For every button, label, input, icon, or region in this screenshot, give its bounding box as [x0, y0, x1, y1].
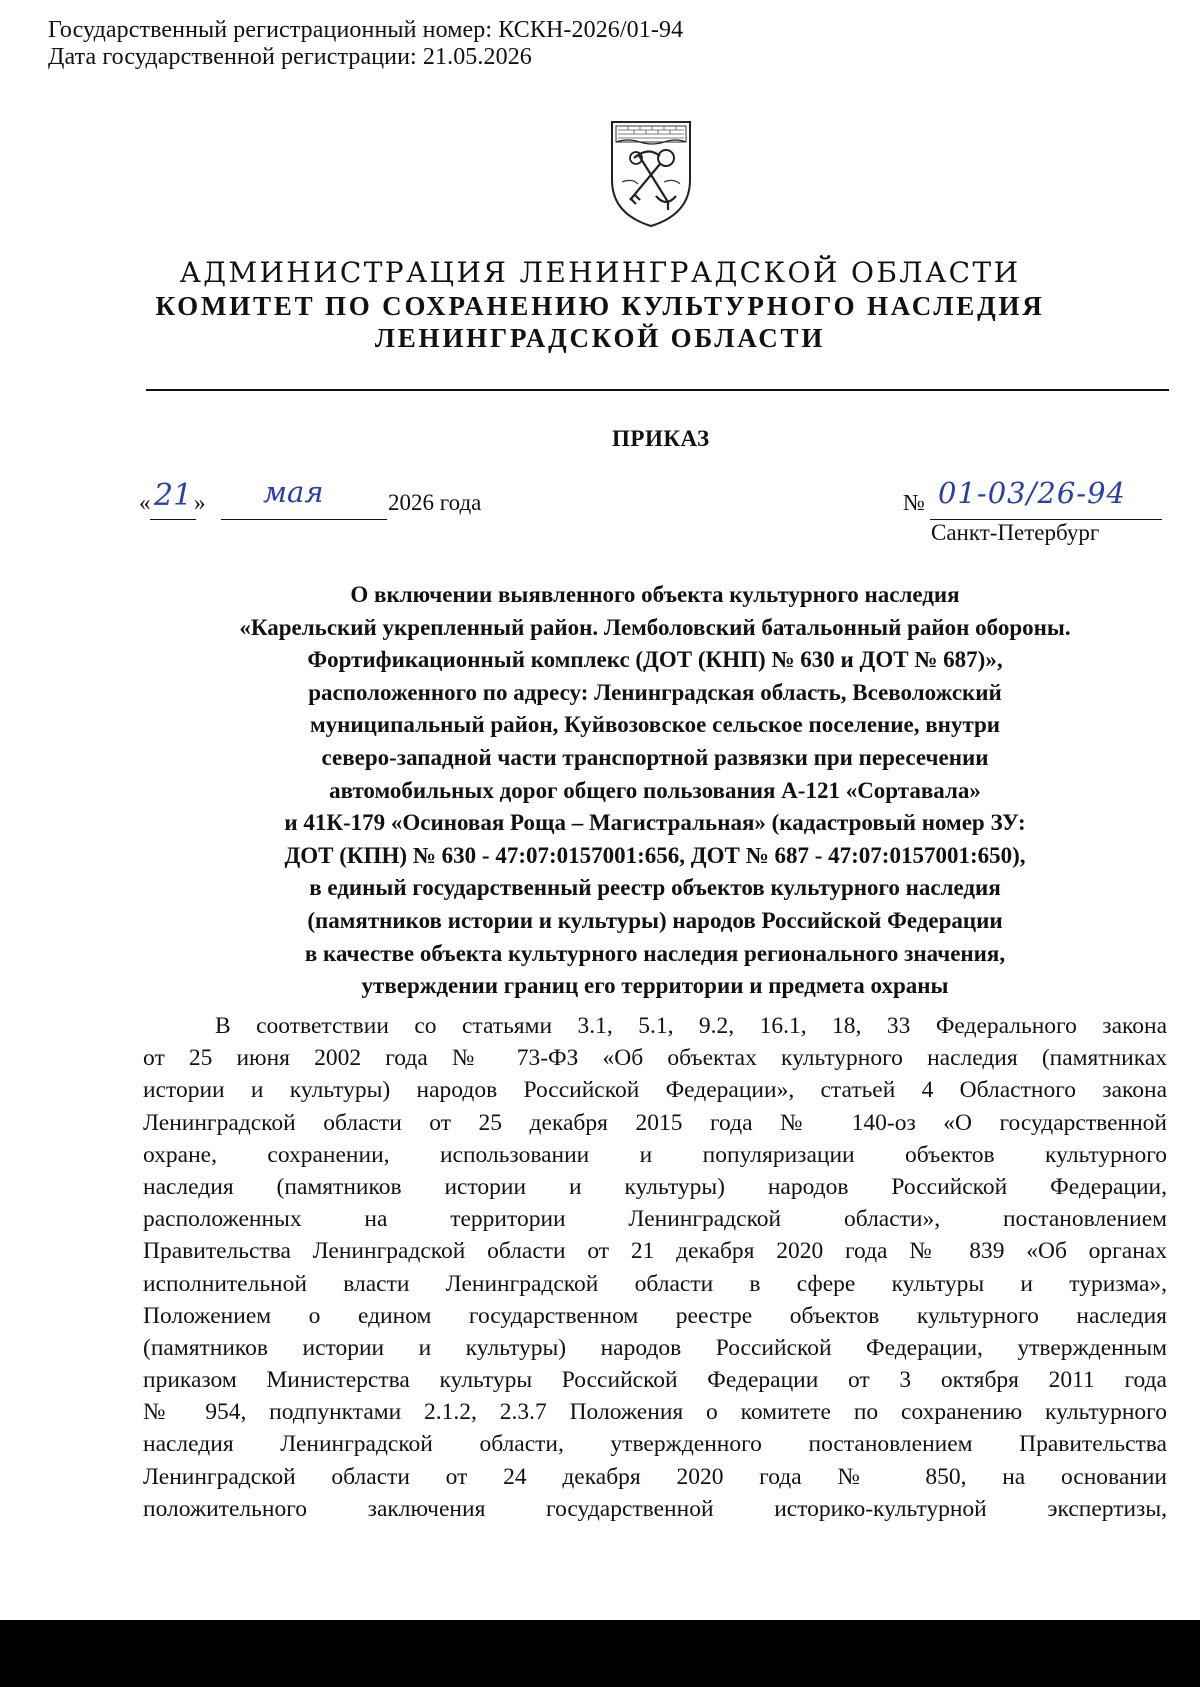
day-underline — [150, 519, 196, 520]
title-line: и 41К-179 «Осиновая Роща – Магистральная» (кадастровый номер ЗУ: — [284, 810, 1026, 836]
body-line: расположенных на территории Ленинградской области», постановлением — [143, 1206, 1167, 1233]
administration-name: АДМИНИСТРАЦИЯ ЛЕНИНГРАДСКОЙ ОБЛАСТИ — [179, 256, 1021, 289]
registration-date: Дата государственной регистрации: 21.05.2026 — [48, 44, 532, 70]
header-divider — [146, 389, 1169, 391]
order-title — [140, 579, 1170, 1003]
leningrad-oblast-coat-of-arms-icon — [608, 118, 694, 230]
title-line: «Карельский укрепленный район. Лемболовский батальонный район обороны. — [239, 614, 1071, 640]
title-line: в качестве объекта культурного наследия регионального значения, — [304, 940, 1006, 966]
title-line: автомобильных дорог общего пользования А-121 «Сортавала» — [329, 777, 981, 803]
date-quote-open: « — [139, 490, 151, 515]
body-line: охране, сохранении, использовании и популяризации объектов культурного — [143, 1141, 1167, 1168]
handwritten-order-number: 01-03/26-94 — [938, 476, 1126, 510]
scan-bottom-border — [0, 1620, 1200, 1687]
registration-number: Государственный регистрационный номер: КСКН-2026/01-94 — [48, 17, 684, 43]
number-sign: № — [903, 490, 925, 515]
title-line: (памятников истории и культуры) народов Российской Федерации — [307, 907, 1003, 933]
committee-name-line-1: КОМИТЕТ ПО СОХРАНЕНИЮ КУЛЬТУРНОГО НАСЛЕДИЯ — [155, 291, 1045, 321]
body-line: наследия Ленинградской области, утвержденного постановлением Правительства — [143, 1431, 1167, 1458]
title-line: в единый государственный реестр объектов культурного наследия — [309, 875, 1001, 901]
body-paragraph — [143, 1010, 1167, 1525]
committee-name-line-2: ЛЕНИНГРАДСКОЙ ОБЛАСТИ — [374, 323, 826, 353]
body-line: В соответствии со статьями 3.1, 5.1, 9.2, 16.1, 18, 33 Федерального закона — [215, 1013, 1167, 1039]
title-line: утверждении границ его территории и предмета охраны — [361, 973, 949, 999]
body-line: истории и культуры) народов Российской Федерации», статьей 4 Областного закона — [143, 1077, 1167, 1104]
body-line: Правительства Ленинградской области от 21 декабря 2020 года № 839 «Об органах — [143, 1238, 1167, 1265]
body-line: исполнительной власти Ленинградской области в сфере культуры и туризма», — [143, 1270, 1167, 1297]
body-line: от 25 июня 2002 года № 73-ФЗ «Об объектах культурного наследия (памятниках — [143, 1045, 1167, 1072]
title-line: О включении выявленного объекта культурного наследия — [350, 582, 960, 607]
body-line: наследия (памятников истории и культуры) народов Российской Федерации, — [143, 1173, 1167, 1200]
city-name: Санкт-Петербург — [931, 520, 1100, 545]
handwritten-month: мая — [263, 475, 324, 509]
title-line: Фортификационный комплекс (ДОТ (КНП) № 630 и ДОТ № 687)», — [307, 647, 1003, 673]
title-line: ДОТ (КПН) № 630 - 47:07:0157001:656, ДОТ № 687 - 47:07:0157001:650), — [284, 842, 1026, 868]
date-quote-close: » — [194, 490, 206, 515]
body-line: приказом Министерства культуры Российской Федерации от 3 октября 2011 года — [143, 1367, 1167, 1394]
month-underline — [221, 519, 387, 520]
title-line: северо-западной части транспортной развязки при пересечении — [321, 744, 989, 770]
body-line: Ленинградской области от 24 декабря 2020 года № 850, на основании — [143, 1463, 1167, 1490]
body-line: Положением о едином государственном реестре объектов культурного наследия — [143, 1302, 1167, 1329]
document-type-heading: ПРИКАЗ — [612, 426, 710, 451]
body-line: № 954, подпунктами 2.1.2, 2.3.7 Положения о комитете по сохранению культурного — [143, 1399, 1167, 1426]
body-line: Ленинградской области от 25 декабря 2015 года № 140-оз «О государственной — [143, 1109, 1167, 1136]
body-line: положительного заключения государственной историко-культурной экспертизы, — [143, 1495, 1167, 1522]
body-line: (памятников истории и культуры) народов Российской Федерации, утвержденным — [143, 1334, 1167, 1361]
year-text: 2026 года — [388, 490, 482, 515]
title-line: муниципальный район, Куйвозовское сельское поселение, внутри — [309, 712, 1001, 738]
title-line: расположенного по адресу: Ленинградская область, Всеволожский — [308, 679, 1002, 705]
handwritten-day: 21 — [154, 478, 193, 513]
